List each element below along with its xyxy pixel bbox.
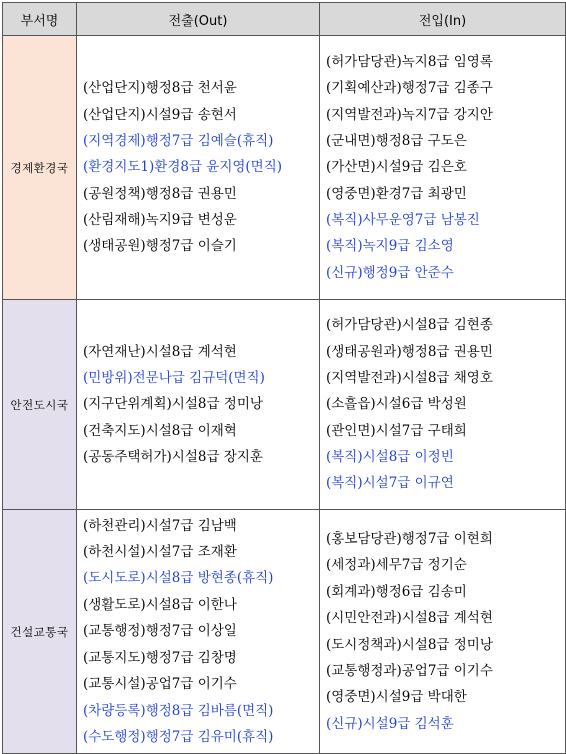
in-entry: (기획예산과)행정7급 김종구	[326, 80, 493, 97]
header-out: 전출(Out)	[77, 3, 320, 36]
in-entry: (복직)사무운영7급 남봉진	[326, 211, 480, 228]
out-entry: (자연재난)시설8급 계석현	[83, 343, 237, 360]
in-list	[320, 312, 565, 496]
out-cell	[77, 36, 320, 300]
in-entry: (지역발전과)시설8급 채영호	[326, 370, 493, 387]
in-entry: (영중면)환경7급 최광민	[326, 185, 467, 202]
out-cell	[77, 300, 320, 510]
header-in: 전입(In)	[320, 3, 566, 36]
dept-row-construction-transport	[3, 510, 566, 754]
out-entry: (하천관리)시설7급 김남백	[83, 517, 237, 534]
out-entry: (공원정책)행정8급 권용민	[83, 185, 237, 202]
out-entry: (산업단지)시설9급 송현서	[83, 106, 237, 123]
in-cell	[320, 36, 566, 300]
out-entry: (하천시설)시설7급 조재환	[83, 544, 237, 561]
dept-row-safety-city	[3, 300, 566, 510]
in-entry: (군내면)행정8급 구도은	[326, 133, 467, 150]
out-entry: (생활도로)시설8급 이한나	[83, 596, 237, 613]
in-entry: (허가담당관)시설8급 김현종	[326, 317, 493, 334]
in-entry: (신규)행정9급 안준수	[326, 264, 454, 281]
out-list	[77, 339, 319, 470]
out-entry: (수도행정)행정7급 김유미(휴직)	[83, 728, 274, 745]
out-entry: (민방위)전문나급 김규덕(면직)	[83, 370, 265, 387]
in-cell	[320, 300, 566, 510]
dept-name: 경제환경국	[3, 36, 77, 300]
out-entry: (차량등록)행정8급 김바름(면직)	[83, 702, 274, 719]
in-cell	[320, 510, 566, 754]
in-list	[320, 49, 565, 286]
dept-name: 안전도시국	[3, 300, 77, 510]
in-entry: (지역발전과)녹지7급 강지안	[326, 106, 493, 123]
in-list	[320, 526, 565, 737]
in-entry: (신규)시설9급 김석훈	[326, 715, 454, 732]
out-entry: (공동주택허가)시설8급 장지훈	[83, 448, 263, 465]
in-entry: (허가담당관)녹지8급 임영록	[326, 54, 493, 71]
out-entry: (산업단지)행정8급 천서윤	[83, 80, 237, 97]
in-entry: (관인면)시설7급 구태희	[326, 422, 467, 439]
header-row	[3, 3, 566, 36]
out-entry: (도시도로)시설8급 방현종(휴직)	[83, 570, 274, 587]
in-entry: (복직)시설8급 이정빈	[326, 448, 454, 465]
header-dept: 부서명	[3, 3, 77, 36]
in-entry: (홍보담당관)행정7급 이현희	[326, 530, 493, 547]
dept-name: 건설교통국	[3, 510, 77, 754]
out-entry: (교통시설)공업7급 이기수	[83, 676, 237, 693]
in-entry: (영중면)시설9급 박대한	[326, 689, 467, 706]
out-cell	[77, 510, 320, 754]
in-entry: (가산면)시설9급 김은호	[326, 159, 467, 176]
out-list	[77, 75, 319, 259]
in-entry: (교통행정과)공업7급 이기수	[326, 662, 493, 679]
out-entry: (지역경제)행정7급 김예슬(휴직)	[83, 133, 274, 150]
personnel-transfer-table	[2, 2, 566, 754]
out-entry: (교통지도)행정7급 김창명	[83, 649, 237, 666]
out-entry: (지구단위계획)시설8급 정미낭	[83, 396, 263, 413]
out-entry: (환경지도1)환경8급 윤지영(면직)	[83, 159, 283, 176]
in-entry: (시민안전과)시설8급 계석현	[326, 610, 493, 627]
out-list	[77, 513, 319, 751]
in-entry: (생태공원과)행정8급 권용민	[326, 343, 493, 360]
in-entry: (도시정책과)시설8급 정미낭	[326, 636, 493, 653]
in-entry: (세정과)세무7급 정기순	[326, 557, 467, 574]
out-entry: (건축지도)시설8급 이재혁	[83, 422, 237, 439]
in-entry: (소흘읍)시설6급 박성원	[326, 396, 467, 413]
out-entry: (교통행정)행정7급 이상일	[83, 623, 237, 640]
out-entry: (생태공원)행정7급 이슬기	[83, 238, 237, 255]
in-entry: (회계과)행정6급 김송미	[326, 583, 467, 600]
in-entry: (복직)녹지9급 김소영	[326, 238, 454, 255]
dept-row-economy-environment	[3, 36, 566, 300]
in-entry: (복직)시설7급 이규연	[326, 475, 454, 492]
out-entry: (산림재해)녹지9급 변성운	[83, 211, 237, 228]
